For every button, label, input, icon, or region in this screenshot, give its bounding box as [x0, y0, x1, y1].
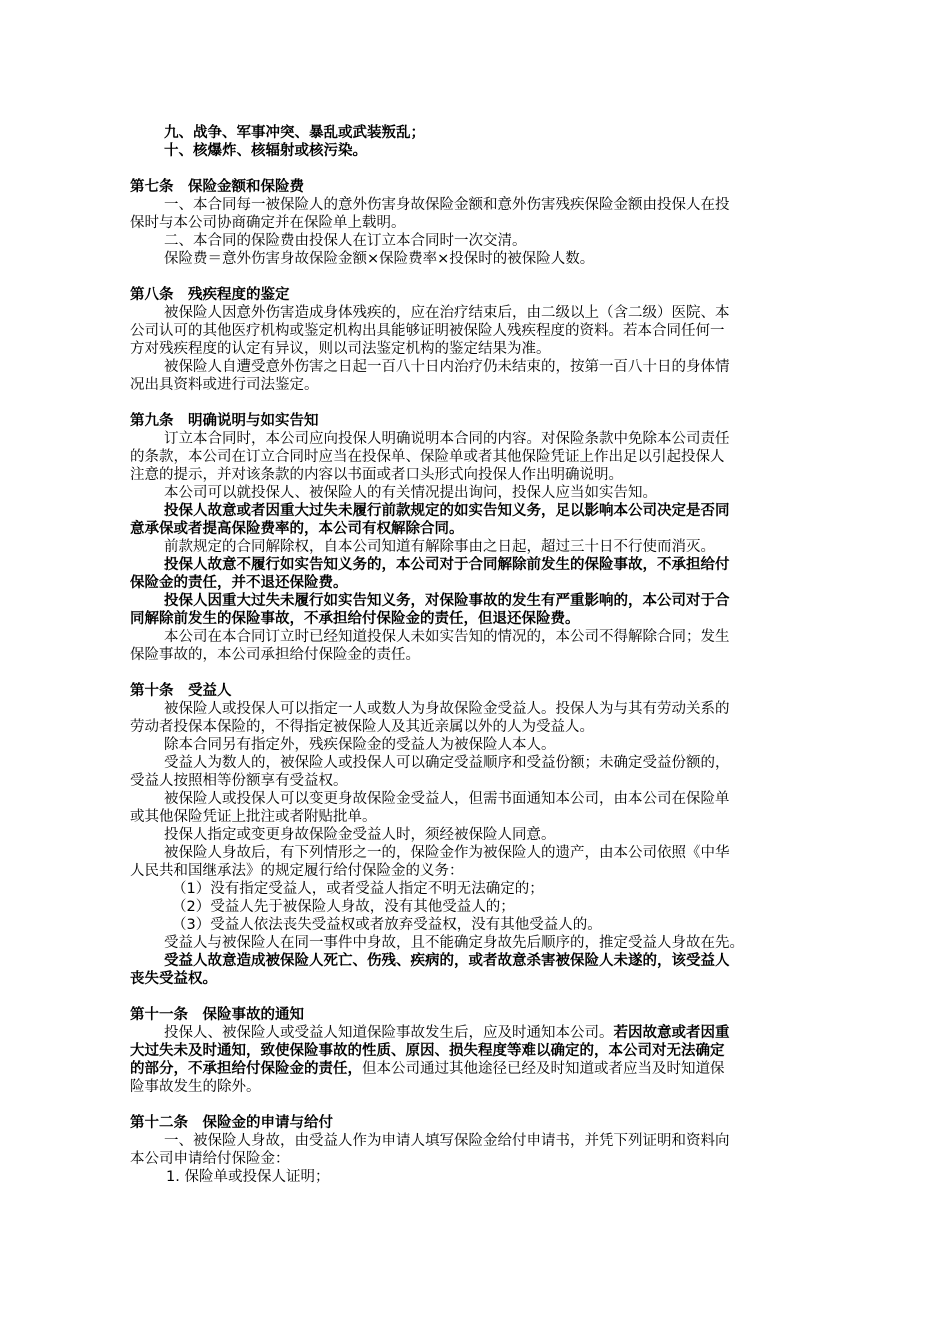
paragraph-segment: 投保人、被保险人或受益人知道保险事故发生后，应及时通知本公司。	[164, 1025, 614, 1041]
section-heading: 第九条 明确说明与如实告知	[130, 413, 319, 429]
paragraph-line-bold: 保险金的责任，并不退还保险费。	[130, 575, 348, 591]
paragraph-line: 本公司在本合同订立时已经知道投保人未如实告知的情况的，本公司不得解除合同；发生	[164, 629, 730, 645]
paragraph-line: 一、本合同每一被保险人的意外伤害身故保险金额和意外伤害残疾保险金额由投保人在投	[164, 197, 730, 213]
paragraph-line-bold: 投保人故意不履行如实告知义务的，本公司对于合同解除前发生的保险事故，不承担给付	[164, 557, 730, 573]
list-item: （3）受益人依法丧失受益权或者放弃受益权，没有其他受益人的。	[172, 917, 602, 933]
paragraph-line: 本公司申请给付保险金：	[130, 1151, 290, 1167]
paragraph-segment-bold: 的部分，不承担给付保险金的责任，	[130, 1061, 362, 1077]
paragraph-line: 的条款，本公司在订立合同时应当在投保单、保险单或者其他保险凭证上作出足以引起投保人	[130, 449, 725, 465]
paragraph-line: 受益人为数人的，被保险人或投保人可以确定受益顺序和受益份额；未确定受益份额的，	[164, 755, 730, 771]
paragraph-line-bold: 受益人故意造成被保险人死亡、伤残、疾病的，或者故意杀害被保险人未遂的，该受益人	[164, 953, 730, 969]
paragraph-line-bold: 大过失未及时通知，致使保险事故的性质、原因、损失程度等难以确定的，本公司对无法确定	[130, 1043, 725, 1059]
paragraph-line: 险事故发生的除外。	[130, 1079, 261, 1095]
paragraph-line: 况出具资料或进行司法鉴定。	[130, 377, 319, 393]
paragraph-line	[130, 1060, 822, 1078]
paragraph-line: 被保险人自遭受意外伤害之日起一百八十日内治疗仍未结束的，按第一百八十日的身体情	[164, 359, 730, 375]
paragraph-line	[130, 1024, 822, 1042]
paragraph-line: 公司认可的其他医疗机构或鉴定机构出具能够证明被保险人残疾程度的资料。若本合同任何一	[130, 323, 725, 339]
section-heading: 第十一条 保险事故的通知	[130, 1007, 304, 1023]
section-heading: 第十二条 保险金的申请与给付	[130, 1115, 333, 1131]
document-page	[130, 124, 822, 1186]
section-heading: 第八条 残疾程度的鉴定	[130, 287, 290, 303]
paragraph-line-bold: 意承保或者提高保险费率的，本公司有权解除合同。	[130, 521, 464, 537]
paragraph-line: 前款规定的合同解除权，自本公司知道有解除事由之日起，超过三十日不行使而消灭。	[164, 539, 715, 555]
paragraph-line-bold: 丧失受益权。	[130, 971, 217, 987]
list-item: 十、核爆炸、核辐射或核污染。	[164, 143, 367, 159]
paragraph-line: 本公司可以就投保人、被保险人的有关情况提出询问，投保人应当如实告知。	[164, 485, 657, 501]
paragraph-segment-bold: 若因故意或者因重	[613, 1025, 730, 1041]
paragraph-line: 劳动者投保本保险的，不得指定被保险人及其近亲属以外的人为受益人。	[130, 719, 594, 735]
paragraph-line: 除本合同另有指定外，残疾保险金的受益人为被保险人本人。	[164, 737, 556, 753]
list-item: （2）受益人先于被保险人身故，没有其他受益人的；	[172, 899, 515, 915]
paragraph-line-bold: 同解除前发生的保险事故，不承担给付保险金的责任，但退还保险费。	[130, 611, 580, 627]
paragraph-line: 或其他保险凭证上批注或者附贴批单。	[130, 809, 377, 825]
paragraph-line: 被保险人或投保人可以变更身故保险金受益人，但需书面通知本公司，由本公司在保险单	[164, 791, 730, 807]
paragraph-line: 一、被保险人身故，由受益人作为申请人填写保险金给付申请书，并凭下列证明和资料向	[164, 1133, 730, 1149]
paragraph-line: 方对残疾程度的认定有异议，则以司法鉴定机构的鉴定结果为准。	[130, 341, 551, 357]
paragraph-line: 保险费＝意外伤害身故保险金额×保险费率×投保时的被保险人数。	[164, 251, 595, 267]
paragraph-segment: 但本公司通过其他途径已经及时知道或者应当及时知道保	[362, 1061, 725, 1077]
list-item: 1. 保险单或投保人证明；	[166, 1169, 330, 1185]
paragraph-line: 二、本合同的保险费由投保人在订立本合同时一次交清。	[164, 233, 527, 249]
list-item: （1）没有指定受益人，或者受益人指定不明无法确定的；	[172, 881, 544, 897]
paragraph-line-bold: 投保人因重大过失未履行如实告知义务，对保险事故的发生有严重影响的，本公司对于合	[164, 593, 730, 609]
section-heading: 第七条 保险金额和保险费	[130, 179, 304, 195]
paragraph-line: 人民共和国继承法》的规定履行给付保险金的义务：	[130, 863, 464, 879]
paragraph-line-bold: 投保人故意或者因重大过失未履行前款规定的如实告知义务，足以影响本公司决定是否同	[164, 503, 730, 519]
paragraph-line: 投保人指定或变更身故保险金受益人时，须经被保险人同意。	[164, 827, 556, 843]
paragraph-line: 受益人按照相等份额享有受益权。	[130, 773, 348, 789]
paragraph-line: 受益人与被保险人在同一事件中身故，且不能确定身故先后顺序的，推定受益人身故在先。	[164, 935, 744, 951]
paragraph-line: 保时与本公司协商确定并在保险单上载明。	[130, 215, 406, 231]
paragraph-line: 被保险人身故后，有下列情形之一的，保险金作为被保险人的遗产，由本公司依照《中华	[164, 845, 730, 861]
paragraph-line: 保险事故的，本公司承担给付保险金的责任。	[130, 647, 420, 663]
paragraph-line: 注意的提示，并对该条款的内容以书面或者口头形式向投保人作出明确说明。	[130, 467, 623, 483]
paragraph-line: 被保险人或投保人可以指定一人或数人为身故保险金受益人。投保人为与其有劳动关系的	[164, 701, 730, 717]
section-heading: 第十条 受益人	[130, 683, 232, 699]
list-item: 九、战争、军事冲突、暴乱或武装叛乱；	[164, 125, 425, 141]
paragraph-line: 订立本合同时，本公司应向投保人明确说明本合同的内容。对保险条款中免除本公司责任	[164, 431, 730, 447]
paragraph-line: 被保险人因意外伤害造成身体残疾的，应在治疗结束后，由二级以上（含二级）医院、本	[164, 305, 730, 321]
